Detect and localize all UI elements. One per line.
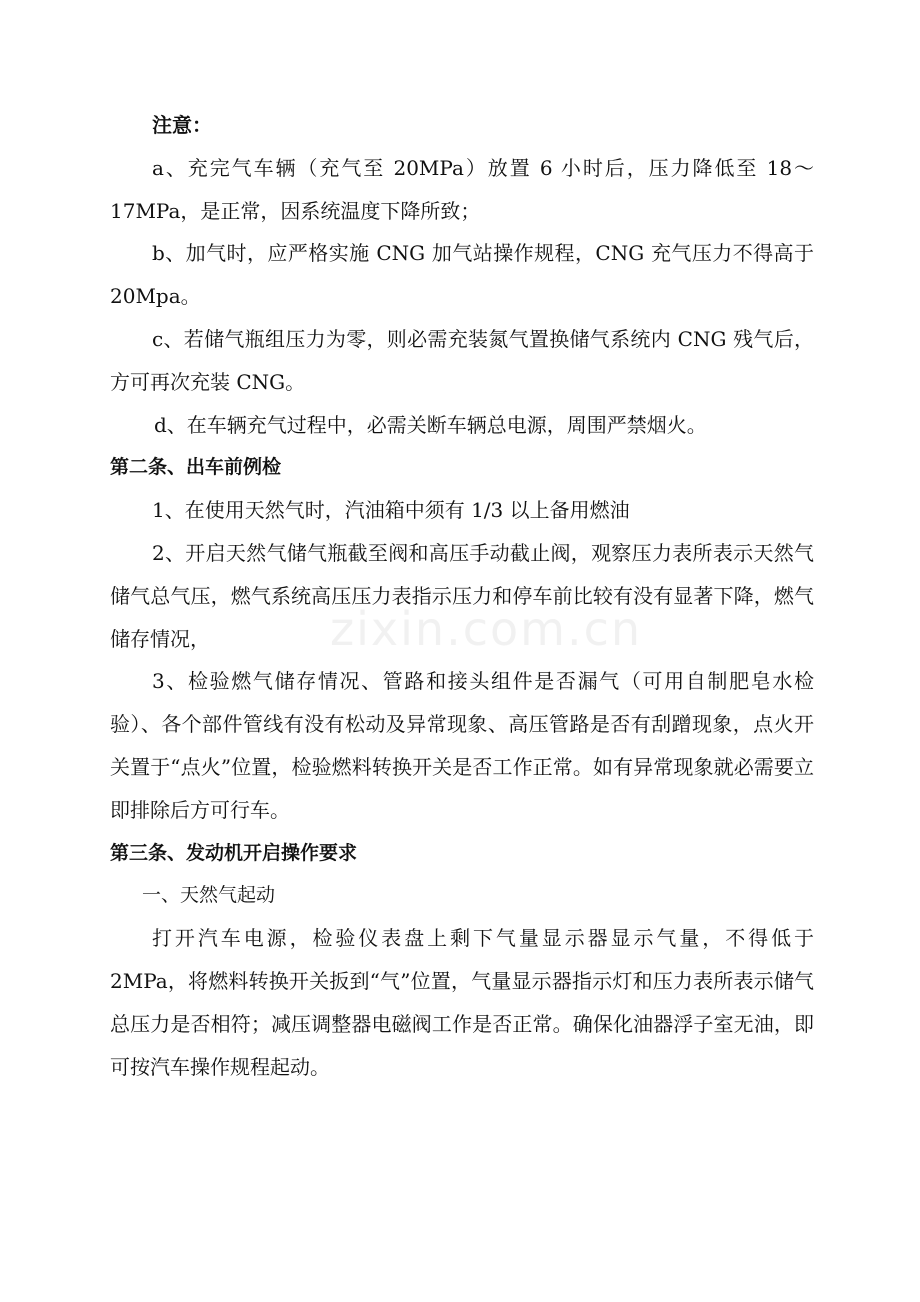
section-2-item-2: 2、开启天然气储气瓶截至阀和高压手动截止阀，观察压力表所表示天然气储气总气压，燃气系统高压压力表指示压力和停车前比较有没有显著下降，燃气储存情况，: [110, 540, 814, 651]
section-2-heading: 第二条、出车前例检: [110, 456, 282, 479]
document-body: [110, 104, 814, 1088]
note-item-d: d、在车辆充气过程中，必需关断车辆总电源，周围严禁烟火。: [154, 412, 707, 437]
watermark: zixin.com.cn: [330, 602, 643, 656]
notes-label: 注意：: [152, 113, 212, 137]
section-3-paragraph: 打开汽车电源，检验仪表盘上剩下气量显示器显示气量，不得低于 2MPa，将燃料转换开关扳到“气”位置，气量显示器指示灯和压力表所表示储气总压力是否相符；减压调整器电磁阀工作是否正常。确保化油器浮子室无油，即可按汽车操作规程起动。: [110, 926, 814, 1079]
note-item-b: b、加气时，应严格实施 CNG 加气站操作规程，CNG 充气压力不得高于 20Mpa。: [110, 241, 814, 309]
section-2-item-3: 3、检验燃气储存情况、管路和接头组件是否漏气（可用自制肥皂水检验）、各个部件管线有没有松动及异常现象、高压管路是否有刮蹭现象，点火开关置于“点火”位置，检验燃料转换开关是否工作正常。如有异常现象就必需要立即排除后方可行车。: [110, 669, 814, 822]
section-3-subheading: 一、天然气起动: [142, 884, 276, 907]
section-2-item-1: 1、在使用天然气时，汽油箱中须有 1/3 以上备用燃油: [152, 498, 630, 523]
section-3-heading: 第三条、发动机开启操作要求: [110, 841, 358, 864]
note-item-a: a、充完气车辆（充气至 20MPa）放置 6 小时后，压力降低至 18～17MPa，是正常，因系统温度下降所致；: [110, 155, 814, 223]
note-item-c: c、若储气瓶组压力为零，则必需充装氮气置换储气系统内 CNG 残气后，方可再次充装 CNG。: [110, 326, 814, 394]
